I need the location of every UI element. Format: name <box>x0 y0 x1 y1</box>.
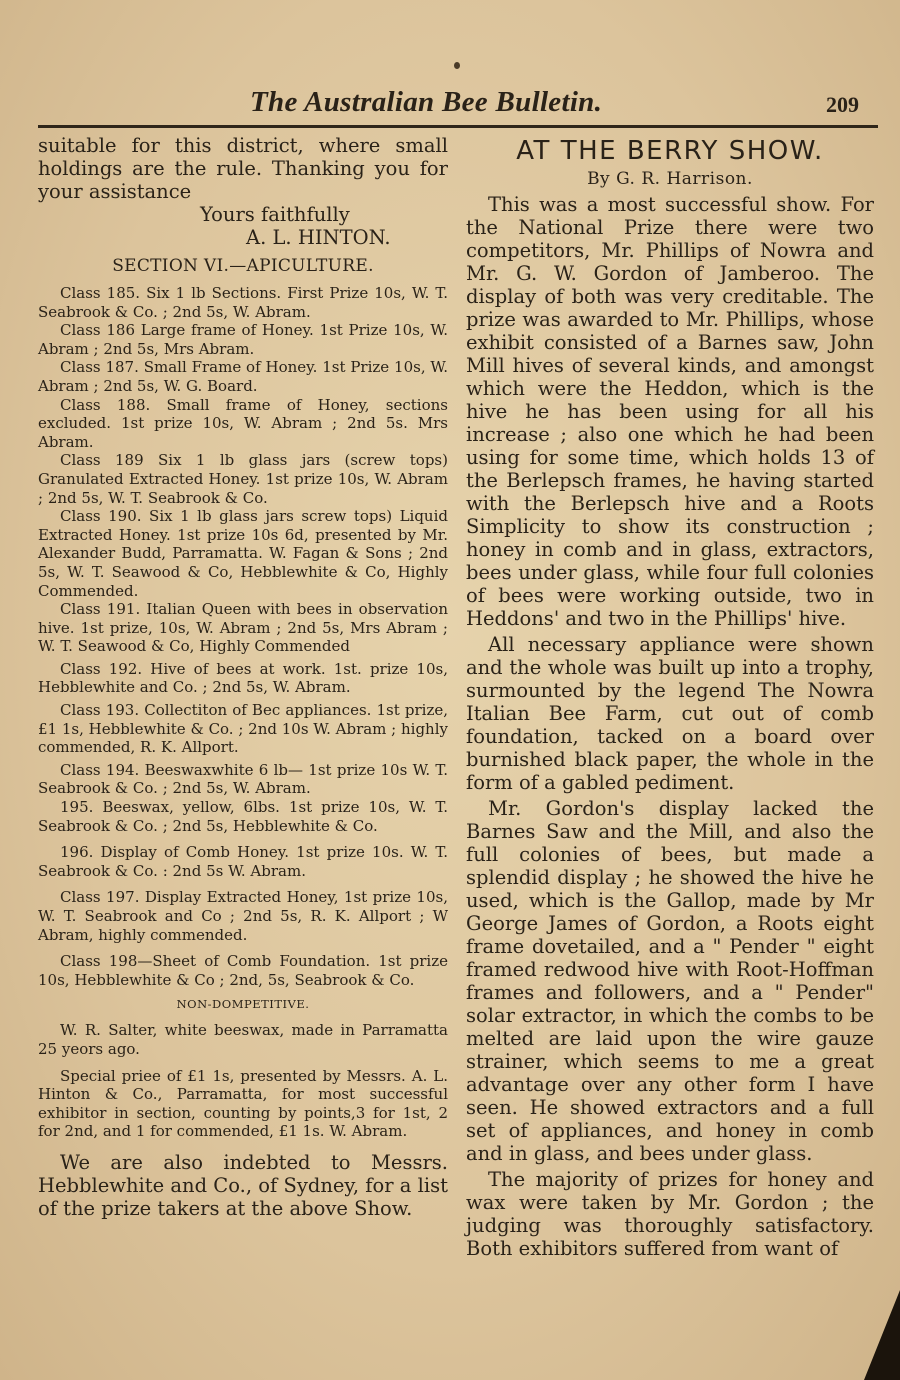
noncompetitive-title: NON-DOMPETITIVE. <box>176 997 310 1012</box>
prize-class: Class 190. Six 1 lb glass jars screw tops) Liquid Extracted Honey. 1st prize 10s 6d, presented by Mr. Alexander Budd, Parramatta. W. Fagan & Sons ; 2nd 5s, W. T. Seawood & Co, Hebblewhite & Co, Highly Commended. <box>38 507 448 600</box>
article-paragraph: Mr. Gordon's display lacked the Barnes Saw and the Mill, and also the full colonies of bees, but made a splendid display ; he showed the hive he used, which is the Gallop, made by Mr George James of Gordon, a Roots eight frame dovetailed, and a " Pender " eight framed redwood hive with Root-Hoffman frames and followers, and a " Pender" solar extractor, in which the combs to be melted are laid upon the wire gauze strainer, which seems to me a great advantage over any other form I have seen. He showed extractors and a full set of appliances, and honey in comb and in glass, and bees under glass. <box>466 797 874 1165</box>
prize-class: Class 187. Small Frame of Honey. 1st Prize 10s, W. Abram ; 2nd 5s, W. G. Board. <box>38 358 448 395</box>
article-paragraph: The majority of prizes for honey and wax were taken by Mr. Gordon ; the judging was thoroughly satisfactory. Both exhibitors suffered from want of <box>466 1168 874 1260</box>
left-column <box>38 134 448 1220</box>
prize-class: Class 188. Small frame of Honey, sections excluded. 1st prize 10s, W. Abram ; 2nd 5s. Mrs Abram. <box>38 395 448 451</box>
prize-class: Class 185. Six 1 lb Sections. First Prize 10s, W. T. Seabrook & Co. ; 2nd 5s, W. Abram. <box>38 284 448 321</box>
letter-closing: Yours faithfully <box>200 203 350 226</box>
prize-class: Class 189 Six 1 lb glass jars (screw tops) Granulated Extracted Honey. 1st prize 10s, W. Abram ; 2nd 5s, W. T. Seabrook & Co. <box>38 451 448 507</box>
indebted-note: We are also indebted to Messrs. Hebblewhite and Co., of Sydney, for a list of the prize takers at the above Show. <box>38 1150 448 1220</box>
special-prize: Special priee of £1 1s, presented by Messrs. A. L. Hinton & Co., Parramatta, for most successful exhibitor in section, counting by points,3 for 1st, 2 for 2nd, and 1 for commended, £1 1s. W. Abram. <box>38 1066 448 1141</box>
prize-class: Class 197. Display Extracted Honey, 1st prize 10s, W. T. Seabrook and Co ; 2nd 5s, R. K. Allport ; W Abram, highly commended. <box>38 888 448 944</box>
ink-dot <box>454 62 460 69</box>
article-headline: AT THE BERRY SHOW. <box>516 136 824 166</box>
running-title: The Australian Bee Bulletin. <box>250 86 603 118</box>
right-column <box>466 134 874 1260</box>
prize-class: 196. Display of Comb Honey. 1st prize 10s. W. T. Seabrook & Co. : 2nd 5s W. Abram. <box>38 843 448 880</box>
prize-class: Class 186 Large frame of Honey. 1st Prize 10s, W. Abram ; 2nd 5s, Mrs Abram. <box>38 321 448 358</box>
letter-continuation: suitable for this district, where small holdings are the rule. Thanking you for your assistance <box>38 134 448 203</box>
prize-class: Class 192. Hive of bees at work. 1st. prize 10s, Hebblewhite and Co. ; 2nd 5s, W. Abram. <box>38 659 448 697</box>
section-title: SECTION VI.—APICULTURE. <box>112 256 374 276</box>
header-rule <box>38 125 878 128</box>
page-corner <box>864 1290 900 1380</box>
article-paragraph: All necessary appliance were shown and the whole was built up into a trophy, surmounted by the legend The Nowra Italian Bee Farm, cut out of comb foundation, tacked on a board over burnished black paper, the whole in the form of a gabled pediment. <box>466 633 874 794</box>
letter-signature: A. L. HINTON. <box>246 226 391 249</box>
article-paragraph: This was a most successful show. For the National Prize there were two competitors, Mr. Phillips of Nowra and Mr. G. W. Gordon of Jamberoo. The display of both was very creditable. The prize was awarded to Mr. Phillips, whose exhibit consisted of a Barnes saw, John Mill hives of several kinds, and amongst which were the Heddon, which is the hive he has been using for all his increase ; also one which he had been using for some time, which holds 13 of the Berlepsch frames, he having started with the Berlepsch hive and a Roots Simplicity to show its construction ; honey in comb and in glass, extractors, bees under glass, while four full colonies of bees were working outside, two in Heddons' and two in the Phillips' hive. <box>466 193 874 630</box>
article-byline: By G. R. Harrison. <box>587 169 753 189</box>
prize-class: Class 194. Beeswaxwhite 6 lb— 1st prize 10s W. T. Seabrook & Co. ; 2nd 5s, W. Abram. <box>38 760 448 798</box>
salter-entry: W. R. Salter, white beeswax, made in Parramatta 25 yeors ago. <box>38 1021 448 1058</box>
prize-class: Class 193. Collectiton of Bec appliances. 1st prize, £1 1s, Hebblewhite & Co. ; 2nd 10s W. Abram ; highly commended, R. K. Allport. <box>38 701 448 757</box>
page-number: 209 <box>826 92 859 117</box>
prize-class: Class 191. Italian Queen with bees in observation hive. 1st prize, 10s, W. Abram ; 2nd 5s, Mrs Abram ; W. T. Seawood & Co, Highly Commended <box>38 600 448 656</box>
prize-class: 195. Beeswax, yellow, 6lbs. 1st prize 10s, W. T. Seabrook & Co. ; 2nd 5s, Hebblewhite & Co. <box>38 798 448 835</box>
prize-class: Class 198—Sheet of Comb Foundation. 1st prize 10s, Hebblewhite & Co ; 2nd, 5s, Seabrook & Co. <box>38 952 448 989</box>
